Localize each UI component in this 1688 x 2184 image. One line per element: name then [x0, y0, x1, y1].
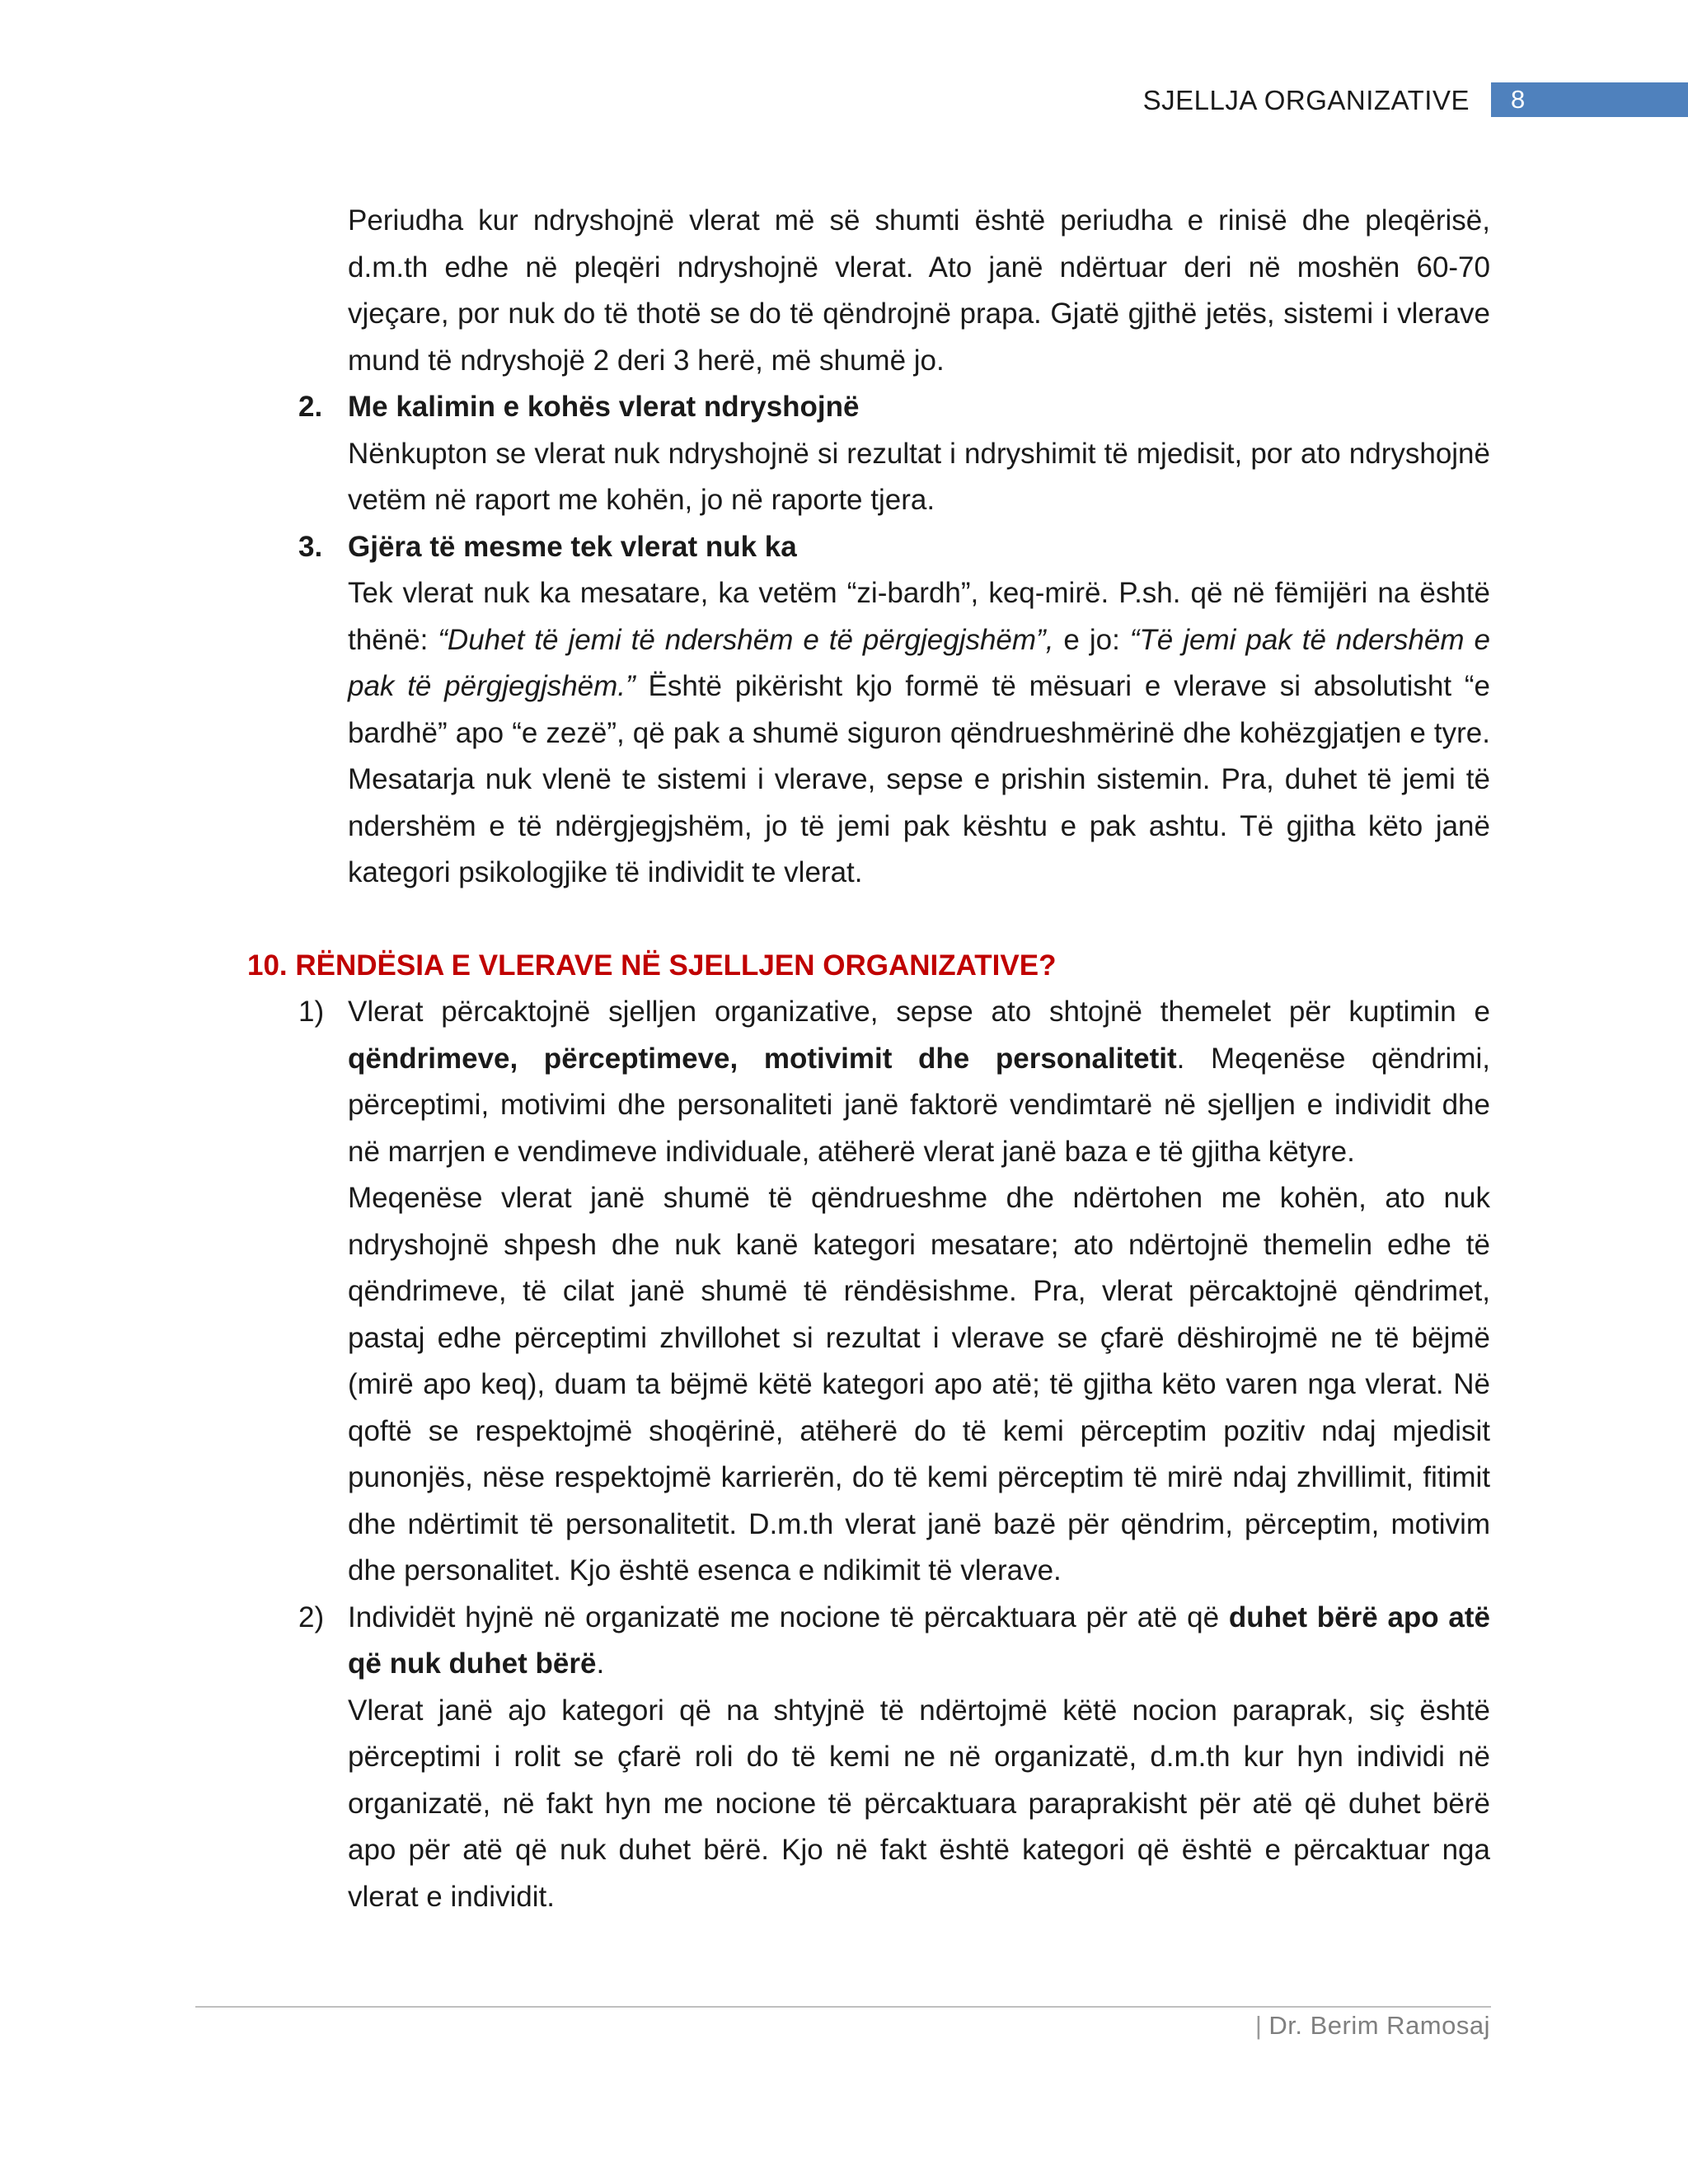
point-2-bold: duhet bërë apo atë që nuk duhet bërë	[348, 1601, 1490, 1680]
point-2-number: 2)	[298, 1601, 325, 1633]
list-item-2-heading: Me kalimin e kohës vlerat ndryshojnë	[348, 391, 860, 423]
point-2-text-a: Individët hyjnë në organizatë me nocione të përcaktuara për atë që	[348, 1601, 1229, 1633]
list-item-3-number: 3.	[298, 530, 323, 563]
point-1-paragraph-2: Meqenëse vlerat janë shumë të qëndrueshme dhe ndërtohen me kohën, ato nuk ndryshojnë shpesh dhe nuk kanë kategori mesatare; ato ndërtojnë themelin edhe të qëndrimeve, të cilat janë shumë të rëndësishme. Pra, vlerat përcaktojnë qëndrimet, pastaj edhe përceptimi zhvillohet si rezultat i vlerave se çfarë dëshirojmë ne të bëjmë (mirë apo keq), duam ta bëjmë këtë kategori apo atë; të gjitha këto varen nga vlerat. Në qoftë se respektojmë shoqërinë, atëherë do të kemi përceptim pozitiv ndaj mjedisit punonjës, nëse respektojmë karrierën, do të kemi përceptim të mirë ndaj zhvillimit, fitimit dhe ndërtimit të personalitetit. D.m.th vlerat janë bazë për qëndrim, përceptim, motivim dhe personalitet. Kjo është esenca e ndikimit të vlerave.	[348, 1182, 1490, 1586]
footer-author	[1255, 2011, 1490, 2041]
point-1-number: 1)	[298, 996, 325, 1028]
list-item-2-title	[247, 384, 1490, 431]
list-item-3-title	[247, 524, 1490, 571]
point-2-paragraph-2: Vlerat janë ajo kategori që na shtyjnë të ndërtojmë këtë nocion paraprak, siç është përceptimi i rolit se çfarë roli do të kemi ne në organizatë, d.m.th kur hyn individi në organizatë, në fakt hyn me nocione të përcaktuara paraprakisht për atë që duhet bërë apo për atë që nuk duhet bërë. Kjo në fakt është kategori që është e përcaktuar nga vlerat e individit.	[348, 1694, 1490, 1913]
item3-text-c: Është pikërisht kjo formë të mësuari e vlerave si absolutisht “e bardhë” apo “e zezë”, që pak a shumë siguron qëndrueshmërinë dhe kohëzgjatjen e tyre. Mesatarja nuk vlenë te sistemi i vlerave, sepse e prishin sistemin. Pra, duhet të jemi të ndershëm e të ndërgjegjshëm, jo të jemi pak kështu e pak ashtu. Të gjitha këto janë kategori psikologjike të individit te vlerat.	[348, 670, 1490, 888]
point-1-paragraph	[247, 989, 1490, 1175]
page-body	[247, 198, 1490, 1920]
author-name: Dr. Berim Ramosaj	[1268, 2011, 1490, 2040]
point-2-paragraph	[247, 1595, 1490, 1688]
list-item-3-text	[247, 570, 1490, 897]
running-title: SJELLJA ORGANIZATIVE	[1142, 85, 1470, 115]
list-item-2-number: 2.	[298, 391, 323, 423]
list-item-3-heading: Gjëra të mesme tek vlerat nuk ka	[348, 530, 797, 563]
point-1-bold: qëndrimeve, përceptimeve, motivimit dhe personalitetit	[348, 1042, 1177, 1075]
item3-quote-1: “Duhet të jemi të ndershëm e të përgjegjshëm”,	[438, 623, 1054, 656]
item3-text-b: e jo:	[1053, 623, 1130, 656]
item3-quote-2: “Të jemi pak të ndershëm e pak të përgjegjshëm.”	[348, 623, 1490, 702]
item3-text-a: Tek vlerat nuk ka mesatare, ka vetëm “zi-bardh”, keq-mirë. P.sh. që në fëmijëri na është thënë:	[348, 577, 1490, 656]
point-1-text-a: Vlerat përcaktojnë sjelljen organizative, sepse ato shtojnë themelet për kuptimin e	[348, 996, 1490, 1028]
list-item-2-text: Nënkupton se vlerat nuk ndryshojnë si rezultat i ndryshimit të mjedisit, por ato ndryshojnë vetëm në raport me kohën, jo në raporte tjera.	[348, 437, 1490, 516]
footer-divider	[195, 2006, 1491, 2008]
point-2-text-b: .	[596, 1647, 605, 1680]
footer-separator: |	[1254, 2011, 1263, 2040]
page-header	[0, 82, 1688, 119]
intro-paragraph: Periudha kur ndryshojnë vlerat më së shumti është periudha e rinisë dhe pleqërisë, d.m.th edhe në pleqëri ndryshojnë vlerat. Ato janë ndërtuar deri në moshën 60-70 vjeçare, por nuk do të thotë se do të qëndrojnë prapa. Gjatë gjithë jetës, sistemi i vlerave mund të ndryshojë 2 deri 3 herë, më shumë jo.	[348, 204, 1490, 377]
page-number-badge: 8	[1491, 82, 1688, 117]
point-1-text-b: . Meqenëse qëndrimi, përceptimi, motivimi dhe personaliteti janë faktorë vendimtarë në sjelljen e individit dhe në marrjen e vendimeve individuale, atëherë vlerat janë baza e të gjitha këtyre.	[348, 1042, 1490, 1168]
section-heading: 10. RËNDËSIA E VLERAVE NË SJELLJEN ORGANIZATIVE?	[247, 949, 1057, 982]
